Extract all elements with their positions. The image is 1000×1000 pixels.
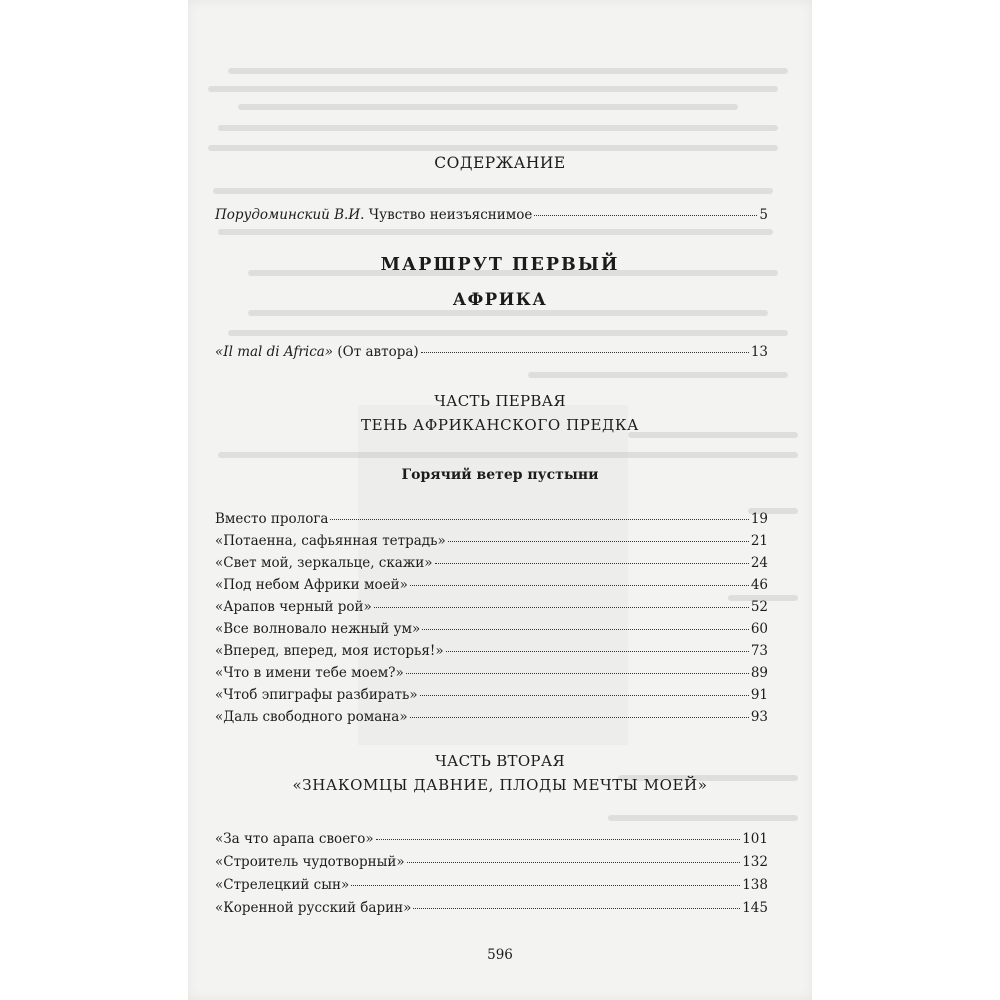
toc-entry-page: 13 — [750, 344, 768, 360]
toc-entry[interactable]: «Даль свободного романа» 93 — [215, 709, 768, 725]
route-title: МАРШРУТ ПЕРВЫЙ — [380, 255, 620, 275]
dot-leader — [413, 908, 740, 909]
toc-entry[interactable]: «Чтоб эпиграфы разбирать» 91 — [215, 687, 768, 703]
toc-entry-intro[interactable] — [215, 206, 768, 224]
toc-entry-label: Порудоминский В.И. Чувство неизъяснимое — [215, 207, 533, 223]
entry-italic-title: «Il mal di Africa» — [215, 344, 334, 360]
toc-entry[interactable]: «Коренной русский барин» 145 — [215, 900, 768, 916]
toc-entry[interactable]: «Строитель чудотворный» 132 — [215, 854, 768, 870]
dot-leader — [421, 352, 749, 353]
toc-entry-author-note[interactable] — [215, 343, 768, 361]
page-number: 596 — [487, 947, 513, 963]
toc-entry-page: 5 — [759, 207, 768, 223]
toc-entry[interactable]: «Арапов черный рой» 52 — [215, 599, 768, 615]
toc-entry[interactable]: Вместо пролога 19 — [215, 511, 768, 527]
toc-entry[interactable]: «Потаенна, сафьянная тетрадь» 21 — [215, 533, 768, 549]
dot-leader — [374, 607, 749, 608]
dot-leader — [448, 541, 749, 542]
dot-leader — [410, 717, 749, 718]
toc-title: СОДЕРЖАНИЕ — [434, 154, 566, 172]
toc-entry[interactable]: «Что в имени тебе моем?» 89 — [215, 665, 768, 681]
toc-entry[interactable]: «Под небом Африки моей» 46 — [215, 577, 768, 593]
route-subtitle: АФРИКА — [452, 290, 548, 309]
toc-entry-label: «Il mal di Africa» (От автора) — [215, 344, 419, 360]
dot-leader — [420, 695, 749, 696]
dot-leader — [446, 651, 749, 652]
dot-leader — [534, 215, 757, 216]
dot-leader — [376, 839, 741, 840]
book-page — [188, 0, 812, 1000]
part-two-title: «ЗНАКОМЦЫ ДАВНИЕ, ПЛОДЫ МЕЧТЫ МОЕЙ» — [292, 776, 708, 794]
show-through-texture — [188, 0, 812, 1000]
dot-leader — [406, 673, 749, 674]
section-title: Горячий ветер пустыни — [401, 467, 599, 483]
dot-leader — [351, 885, 740, 886]
toc-entry[interactable]: «Стрелецкий сын» 138 — [215, 877, 768, 893]
dot-leader — [435, 563, 749, 564]
toc-entry[interactable]: «Все волновало нежный ум» 60 — [215, 621, 768, 637]
toc-entry[interactable]: «За что арапа своего» 101 — [215, 831, 768, 847]
dot-leader — [407, 862, 741, 863]
part-one-label: ЧАСТЬ ПЕРВАЯ — [434, 392, 566, 410]
part-two-label: ЧАСТЬ ВТОРАЯ — [435, 752, 565, 770]
dot-leader — [410, 585, 749, 586]
entry-author: Порудоминский В.И. — [215, 207, 365, 223]
toc-entry[interactable]: «Свет мой, зеркальце, скажи» 24 — [215, 555, 768, 571]
part-one-title: ТЕНЬ АФРИКАНСКОГО ПРЕДКА — [360, 416, 639, 434]
dot-leader — [330, 519, 748, 520]
toc-entry[interactable]: «Вперед, вперед, моя исторья!» 73 — [215, 643, 768, 659]
dot-leader — [422, 629, 749, 630]
